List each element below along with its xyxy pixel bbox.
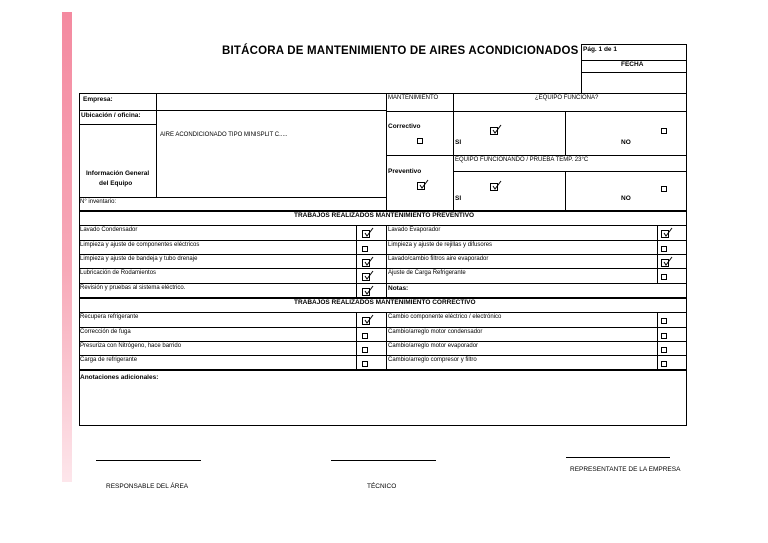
checkmark-icon xyxy=(492,124,502,134)
checklist-checkbox[interactable] xyxy=(362,288,370,296)
correctivo-checkbox[interactable] xyxy=(417,138,423,144)
checklist-item-label: Lavado/cambio filtros aire evaporador xyxy=(388,256,489,262)
no-label-2: NO xyxy=(621,195,631,202)
checkmark-icon xyxy=(419,179,429,189)
preventivo-label: Preventivo xyxy=(388,168,422,175)
signature-line-representante xyxy=(566,457,670,458)
funciona-si-checkbox-1[interactable] xyxy=(490,127,498,135)
preventivo-checkbox[interactable] xyxy=(417,182,425,190)
checklist-item-label: Limpieza y ajuste de rejillas y difusores xyxy=(388,242,493,248)
checklist-item-label: Corrección de fuga xyxy=(80,329,131,335)
checkmark-icon xyxy=(364,256,374,266)
anotaciones-label: Anotaciones adicionales: xyxy=(80,374,159,381)
signature-line-tecnico xyxy=(331,460,436,461)
checklist-checkbox[interactable] xyxy=(362,246,368,252)
mantenimiento-label: MANTENIMIENTO xyxy=(388,95,439,101)
checkmark-icon xyxy=(364,270,374,280)
checklist-checkbox[interactable] xyxy=(362,230,370,238)
equipo-funciona-label: ¿EQUIPO FUNCIONA? xyxy=(535,95,599,101)
inventario-label: N° inventario: xyxy=(80,199,117,205)
checklist-checkbox[interactable] xyxy=(661,318,667,324)
checklist-checkbox[interactable] xyxy=(661,259,669,267)
checklist-item-label: Recupera refrigerante xyxy=(80,314,139,320)
checklist-item-label: Revisión y pruebas al sistema eléctrico. xyxy=(80,285,186,291)
checklist-checkbox[interactable] xyxy=(362,259,370,267)
checkmark-icon xyxy=(364,314,374,324)
responsable-label: RESPONSABLE DEL ÁREA xyxy=(106,483,189,490)
checkmark-icon xyxy=(364,285,374,295)
checkmark-icon xyxy=(663,256,673,266)
empresa-label: Empresa: xyxy=(83,96,113,103)
checkmark-icon xyxy=(492,180,502,190)
page-number: Pág. 1 de 1 xyxy=(583,46,617,53)
checklist-checkbox[interactable] xyxy=(362,361,368,367)
checklist-checkbox[interactable] xyxy=(362,273,370,281)
checklist-checkbox[interactable] xyxy=(661,274,667,280)
checklist-item-label: Lubricación de Rodamientos xyxy=(80,270,157,276)
checklist-checkbox[interactable] xyxy=(661,230,669,238)
checklist-item-label: Cambio componente eléctrico / electrónico xyxy=(388,314,502,320)
checklist-checkbox[interactable] xyxy=(661,333,667,339)
preventivo-section-title: TRABAJOS REALIZADOS MANTENIMIENTO PREVENTIVO xyxy=(294,212,475,219)
correctivo-label: Correctivo xyxy=(388,123,421,130)
checklist-checkbox[interactable] xyxy=(661,246,667,252)
prueba-label: EQUIPO FUNCIONANDO / PRUEBA TEMP. 23°C xyxy=(455,157,589,163)
decorative-side-bar xyxy=(62,12,72,482)
checklist-item-label: Lavado Condensador xyxy=(80,227,138,233)
si-label-1: SI xyxy=(455,139,462,146)
checklist-checkbox[interactable] xyxy=(362,347,368,353)
checklist-checkbox[interactable] xyxy=(362,333,368,339)
checklist-item-label: Limpieza y ajuste de bandeja y tubo drenaje xyxy=(80,256,198,262)
representante-label: REPRESENTANTE DE LA EMPRESA xyxy=(570,466,681,473)
checklist-item-label: Cambio/arreglo compresor y filtro xyxy=(388,357,477,363)
equipo-value: AIRE ACONDICIONADO TIPO MINISPLIT C..... xyxy=(160,132,288,138)
checkmark-icon xyxy=(364,227,374,237)
ubicacion-label: Ubicación / oficina: xyxy=(81,112,141,119)
info-general-label-2: del Equipo xyxy=(99,180,133,187)
info-general-label: Información General xyxy=(86,170,150,177)
correctivo-section-title: TRABAJOS REALIZADOS MANTENIMIENTO CORRECTIVO xyxy=(294,299,476,306)
signature-line-responsable xyxy=(96,460,201,461)
checklist-item-label: Presuriza con Nitrógeno, hace barrido xyxy=(80,343,182,349)
checklist-checkbox[interactable] xyxy=(362,317,370,325)
checklist-item-label: Cambio/arreglo motor evaporador xyxy=(388,343,479,349)
funciona-si-checkbox-2[interactable] xyxy=(490,183,498,191)
funciona-no-checkbox-1[interactable] xyxy=(661,128,667,134)
document-title: BITÁCORA DE MANTENIMIENTO DE AIRES ACONDICIONADOS xyxy=(222,45,579,57)
checkmark-icon xyxy=(663,227,673,237)
no-label-1: NO xyxy=(621,139,631,146)
checklist-item-label: Cambio/arreglo motor condensador xyxy=(388,329,483,335)
notas-label: Notas: xyxy=(388,285,409,292)
checklist-checkbox[interactable] xyxy=(661,347,667,353)
checklist-checkbox[interactable] xyxy=(661,361,667,367)
checklist-item-label: Limpieza y ajuste de componentes eléctricos xyxy=(80,242,200,248)
correctivo-table xyxy=(79,298,687,370)
checklist-item-label: Ajuste de Carga Refrigerante xyxy=(388,270,466,276)
si-label-2: SI xyxy=(455,195,462,202)
tecnico-label: TÉCNICO xyxy=(367,483,397,490)
checklist-item-label: Lavado Evaporador xyxy=(388,227,441,233)
anotaciones-box[interactable] xyxy=(79,370,687,426)
checklist-item-label: Carga de refrigerante xyxy=(80,357,138,363)
fecha-label: FECHA xyxy=(621,61,644,68)
funciona-no-checkbox-2[interactable] xyxy=(661,186,667,192)
